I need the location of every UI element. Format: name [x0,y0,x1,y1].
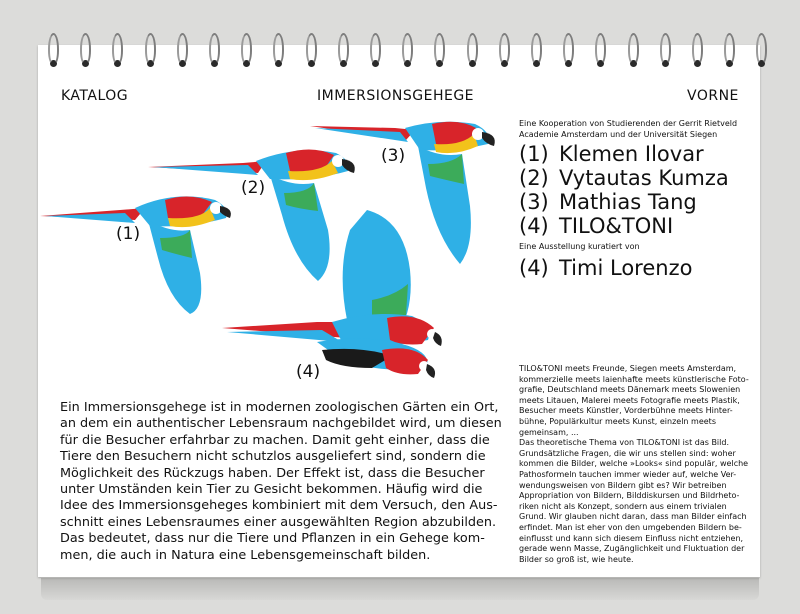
artist-name: Vytautas Kumza [559,166,729,190]
page-shadow [41,578,759,600]
artist-name: Klemen Ilovar [559,142,704,166]
artist-number: (1) [519,142,549,166]
artist-entry [519,166,729,190]
figure-label-4: (4) [296,362,321,382]
figure-label-2: (2) [241,178,266,198]
artist-entry [519,214,729,238]
cooperation-note: Eine Kooperation von Studierenden der Gerrit Rietveld Academie Amsterdam und der Universität Siegen [519,119,738,139]
artist-number: (2) [519,166,549,190]
macaw-illustration-4 [222,210,444,385]
artist-number: (4) [519,214,549,238]
figure-label-3: (3) [381,146,406,166]
artist-name: TILO&TONI [559,214,674,238]
header-title: IMMERSIONSGEHEGE [317,88,475,104]
side-text: TILO&TONI meets Freunde, Siegen meets Amsterdam, kommerzielle meets laienhafte meets künstlerische Foto- grafie, Deutschland meets Dänemark meets Slowenien meets Litauen, Malerei meets Fotografie meets Plastik, Besucher meets Künstler, Vorderbühne meets Hinter- bühne, Populärkultur meets Kunst, einzeln meets gemeinsam, ... Das theoretische Thema von TILO&TONI ist das Bild. Grundsätzliche Fragen, die wir uns stellen sind: woher kommen die Bilder, welche »Looks« sind populär, welche Pathosformeln tauchen immer wieder auf, welche Ver- wendungsweisen von Bildern gibt es? Wir betreiben Appropriation von Bildern, Bilddiskursen und Bildrheto- riken nicht als Konzept, sondern aus einem trivialen Grund. Wir glauben nicht daran, dass man Bilder einfach erfindet. Man ist eher von den umgebenden Bildern be- einflusst und kann sich diesem Einfluss nicht entziehen, gerade wenn Masse, Zugänglichkeit und Fluktuation der Bilder so groß ist, wie heute. [519,364,749,564]
curator-name: Timi Lorenzo [559,256,693,280]
artist-list [519,142,729,238]
artist-entry [519,142,729,166]
header-front: VORNE [687,88,739,104]
curator-number: (4) [519,256,549,280]
artist-entry [519,190,729,214]
artist-name: Mathias Tang [559,190,697,214]
header-catalog: KATALOG [61,88,129,104]
curator-entry [519,256,692,280]
artist-number: (3) [519,190,549,214]
curated-label: Eine Ausstellung kuratiert von [519,242,640,251]
main-text: Ein Immersionsgehege ist in modernen zoologischen Gärten ein Ort, an dem ein authentischer Lebensraum nachgebildet wird, um diesen für die Besucher erfahrbar zu machen. Damit geht einher, dass die Tiere den Besuchern nicht schutzlos ausgeliefert sind, sondern die Möglichkeit des Rückzugs haben. Der Effekt ist, dass die Besucher unter Umständen kein Tier zu Gesicht bekommen. Häufig wird die Idee des Immersionsgeheges kombiniert mit dem Versuch, den Aus- schnitt eines Lebensraumes einer ausgewählten Region abzubilden. Das bedeutet, dass nur die Tiere und Pflanzen in ein Gehege kom- men, die auch in Natura eine Lebensgemeinschaft bilden. [60,400,502,563]
figure-label-1: (1) [116,224,141,244]
